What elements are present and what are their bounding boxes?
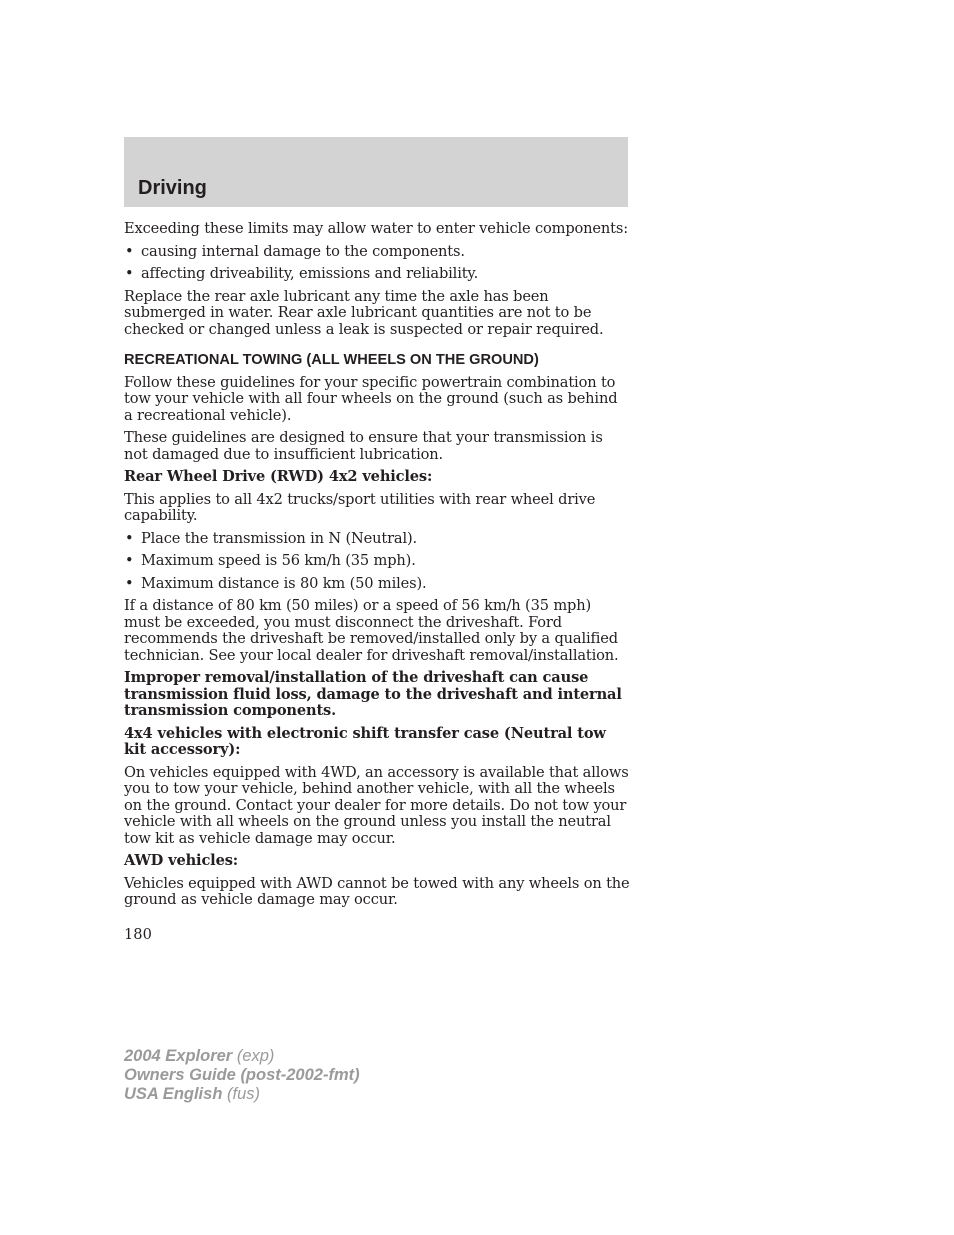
list-item: • Place the transmission in N (Neutral).: [125, 529, 418, 547]
page-content: [124, 221, 630, 915]
footer-line-language: USA English (fus): [124, 1085, 260, 1103]
driveshaft-warning: Improper removal/installation of the driveshaft can cause transmission fluid loss, damage to the driveshaft and internal transmission components.: [124, 669, 622, 719]
guidelines-paragraph: Follow these guidelines for your specific powertrain combination to tow your vehicle with all four wheels on the ground (such as behind a recreational vehicle).: [124, 373, 618, 424]
bullet-icon: •: [125, 574, 134, 592]
rwd-subheading: Rear Wheel Drive (RWD) 4x2 vehicles:: [124, 468, 433, 485]
rwd-bullet-list: [124, 531, 630, 593]
footer-line-model: 2004 Explorer (exp): [124, 1047, 275, 1065]
awd-subheading: AWD vehicles:: [124, 852, 239, 869]
bullet-icon: •: [125, 552, 134, 569]
intro-bullet-list: [124, 244, 630, 283]
section-header-band: [124, 137, 628, 207]
lubrication-paragraph: These guidelines are designed to ensure that your transmission is not damaged due to insufficient lubrication.: [124, 429, 603, 463]
list-item: • Maximum speed is 56 km/h (35 mph).: [125, 552, 416, 569]
intro-paragraph: Exceeding these limits may allow water to enter vehicle components:: [124, 220, 628, 237]
bullet-icon: •: [125, 242, 134, 260]
bullet-icon: •: [125, 529, 134, 547]
document-footer: [124, 1047, 360, 1104]
list-item: • causing internal damage to the components.: [125, 242, 465, 260]
awd-paragraph: Vehicles equipped with AWD cannot be towed with any wheels on the ground as vehicle damage may occur.: [124, 874, 630, 908]
rwd-paragraph: This applies to all 4x2 trucks/sport utilities with rear wheel drive capability.: [124, 490, 596, 524]
axle-lubricant-paragraph: Replace the rear axle lubricant any time the axle has been submerged in water. Rear axle lubricant quantities are not to be checked or changed unless a leak is suspected or repair required.: [124, 287, 604, 338]
bullet-icon: •: [125, 265, 134, 282]
recreational-towing-heading: RECREATIONAL TOWING (ALL WHEELS ON THE GROUND): [124, 352, 539, 368]
list-item: • affecting driveability, emissions and reliability.: [125, 265, 479, 282]
page-number: 180: [124, 926, 152, 943]
list-item: • Maximum distance is 80 km (50 miles).: [125, 574, 427, 592]
4x4-subheading: 4x4 vehicles with electronic shift transfer case (Neutral tow kit accessory):: [124, 724, 606, 758]
section-title: Driving: [138, 177, 207, 199]
footer-line-guide: Owners Guide (post-2002-fmt): [124, 1066, 360, 1084]
exceed-limits-paragraph: If a distance of 80 km (50 miles) or a speed of 56 km/h (35 mph) must be exceeded, you must disconnect the driveshaft. Ford recommends the driveshaft be removed/installed only by a qualified technician. See your local dealer for driveshaft removal/installation.: [124, 597, 619, 664]
4x4-paragraph: On vehicles equipped with 4WD, an accessory is available that allows you to tow your vehicle, behind another vehicle, with all the wheels on the ground. Contact your dealer for more details. Do not tow your vehicle with all wheels on the ground unless you install the neutral tow kit as vehicle damage may occur.: [124, 763, 629, 847]
